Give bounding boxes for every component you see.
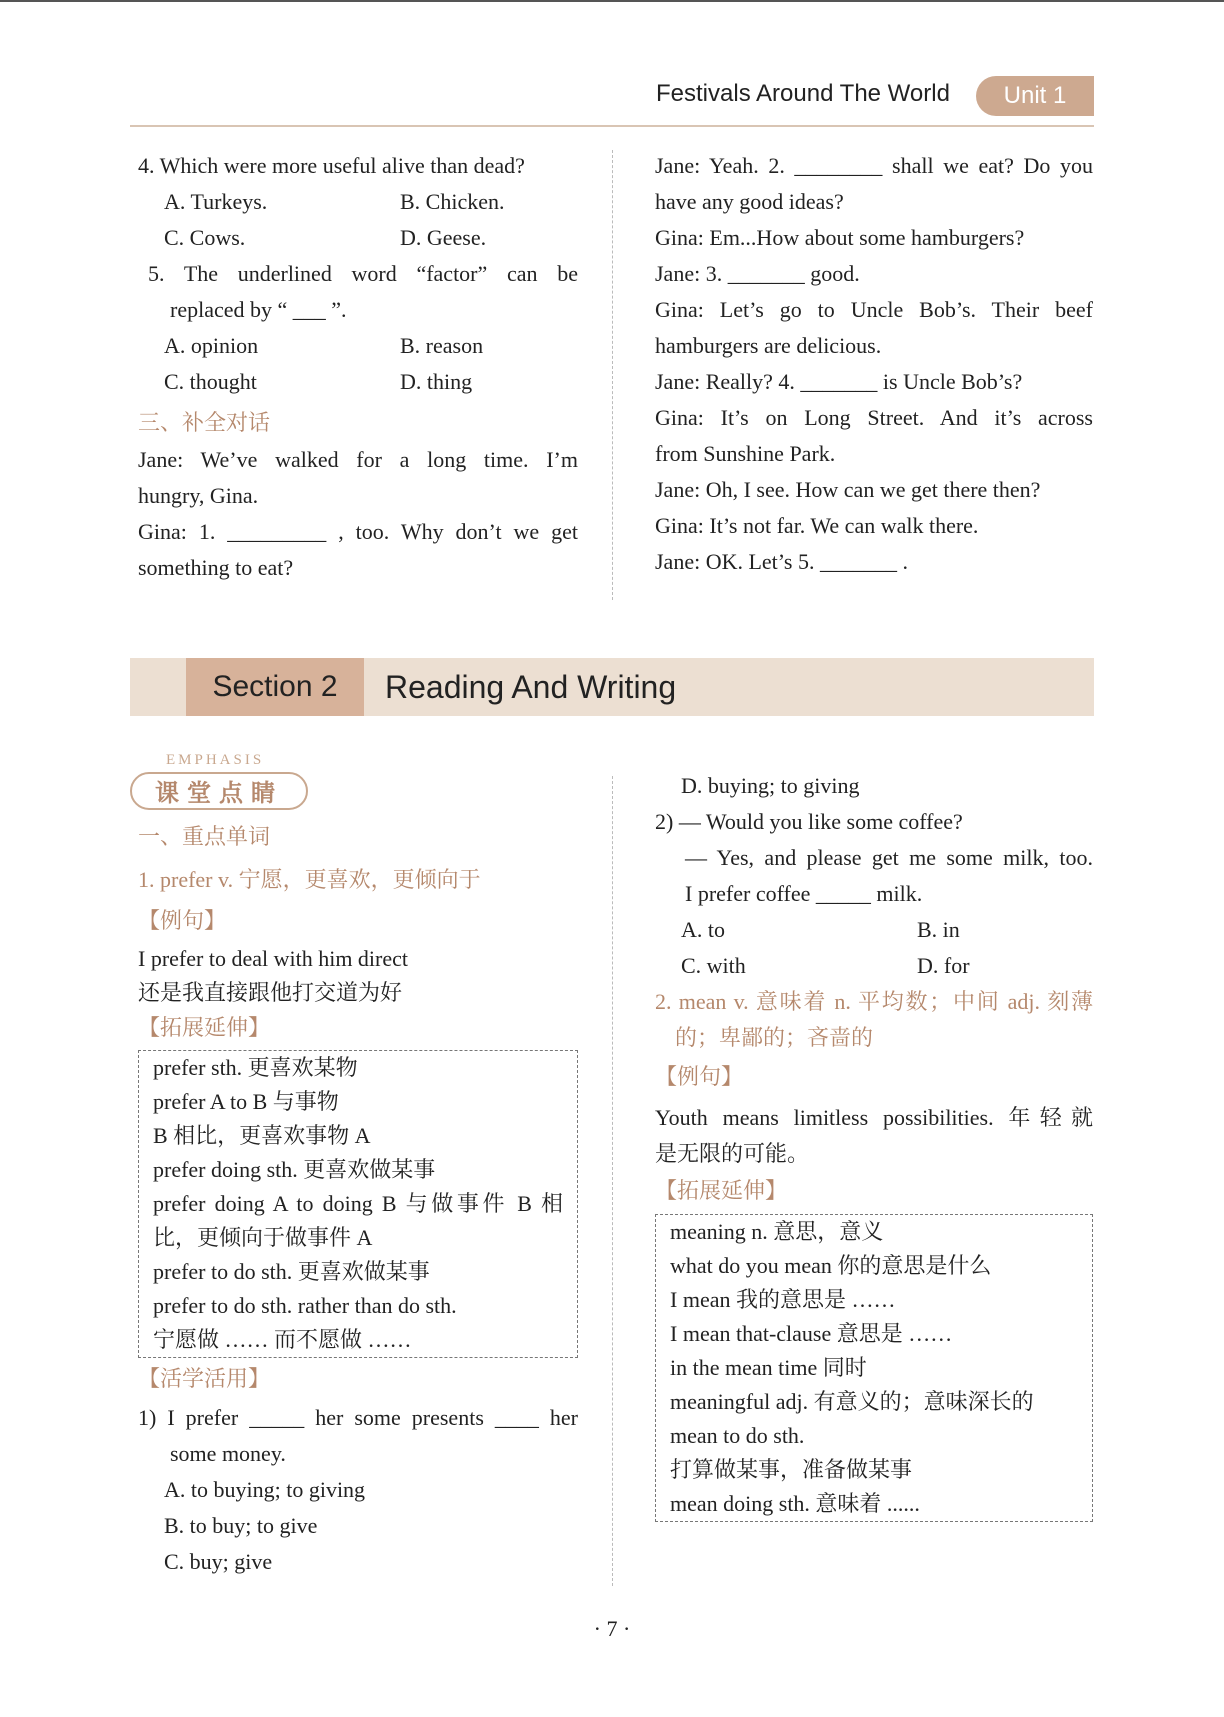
extension-label-2: 【拓展延伸】: [655, 1179, 788, 1204]
extension-box: [138, 1050, 578, 1358]
example-en: I prefer to deal with him direct: [138, 946, 409, 971]
dialog-line: Gina: Let’s go to Uncle Bob’s. Their beef: [655, 297, 1093, 322]
page-number: · 7 ·: [593, 1616, 631, 1641]
header-rule: [130, 125, 1094, 127]
dialog-line: Jane: We’ve walked for a long time. I’m: [138, 447, 578, 472]
column-divider-top: [612, 150, 613, 600]
example-label-2: 【例句】: [655, 1065, 744, 1090]
dialog-line: have any good ideas?: [655, 189, 844, 214]
q1-option-a: A. to buying; to giving: [164, 1477, 366, 1502]
q4-option-c: C. Cows.: [164, 225, 246, 250]
extension-item: B 相比，更喜欢事物 A: [153, 1123, 371, 1148]
unit-tab: Unit 1: [976, 76, 1094, 116]
extension-item: I mean that-clause 意思是 ……: [670, 1321, 953, 1346]
dialog-line: hamburgers are delicious.: [655, 333, 882, 358]
example-cn: 还是我直接跟他打交道为好: [138, 980, 403, 1005]
practice-question-2: 2) — Would you like some coffee?: [655, 809, 963, 834]
q2-option-a: A. to: [681, 917, 725, 942]
section-title: Reading And Writing: [385, 669, 677, 705]
extension-item: 宁愿做 …… 而不愿做 ……: [153, 1327, 412, 1352]
header-title: Festivals Around The World: [656, 80, 950, 107]
dialog-line: Gina: 1. _________ , too. Why don’t we get: [138, 519, 578, 544]
practice-question-2-blank: I prefer coffee _____ milk.: [685, 881, 923, 906]
practice-label: 【活学活用】: [138, 1367, 271, 1392]
q1-option-d: D. buying; to giving: [681, 773, 860, 798]
question-5-cont: replaced by “ ___ ”.: [170, 297, 347, 322]
top-right-column: [655, 148, 1093, 580]
extension-label: 【拓展延伸】: [138, 1016, 271, 1041]
extension-item: what do you mean 你的意思是什么: [670, 1253, 992, 1278]
extension-item: prefer doing A to doing B 与做事件 B 相: [153, 1191, 563, 1216]
practice-question-2-reply: — Yes, and please get me some milk, too.: [685, 845, 1093, 870]
emphasis-badge: 课堂点睛: [130, 772, 308, 810]
dialog-line: Jane: Oh, I see. How can we get there then?: [655, 477, 1041, 502]
extension-item: I mean 我的意思是 ……: [670, 1287, 896, 1312]
q1-option-c: C. buy; give: [164, 1549, 273, 1574]
dialog-line: Gina: It’s not far. We can walk there.: [655, 513, 979, 538]
dialog-line: Gina: Em...How about some hamburgers?: [655, 225, 1025, 250]
word-mean-cont: 的；卑鄙的；吝啬的: [675, 1025, 874, 1050]
q4-option-b: B. Chicken.: [400, 189, 505, 214]
extension-item: 比，更倾向于做事件 A: [153, 1225, 373, 1250]
q4-option-a: A. Turkeys.: [164, 189, 268, 214]
dialog-line: Jane: 3. _______ good.: [655, 261, 860, 286]
q2-option-b: B. in: [917, 917, 960, 942]
dialog-line: Jane: Yeah. 2. ________ shall we eat? Do you: [655, 153, 1093, 178]
extension-item: mean to do sth.: [670, 1423, 805, 1448]
q5-option-c: C. thought: [164, 369, 257, 394]
dialog-line: Gina: It’s on Long Street. And it’s across: [655, 405, 1093, 430]
question-5: 5. The underlined word “factor” can be: [148, 261, 578, 286]
example-label: 【例句】: [138, 909, 227, 934]
extension-item: prefer to do sth. 更喜欢做某事: [153, 1259, 430, 1284]
practice-question-1: 1) I prefer _____ her some presents ____ her: [138, 1405, 578, 1430]
extension-item: meaningful adj. 有意义的；意味深长的: [670, 1389, 1034, 1414]
top-left-column: [138, 148, 578, 586]
key-words-heading: 一、重点单词: [138, 825, 271, 850]
example-cn-2: 是无限的可能。: [655, 1141, 810, 1166]
column-divider-bottom: [612, 776, 613, 1586]
extension-item: 打算做某事，准备做某事: [670, 1457, 913, 1482]
q5-options-row2: [138, 364, 578, 400]
extension-item: in the mean time 同时: [670, 1355, 867, 1380]
word-mean: 2. mean v. 意味着 n. 平均数；中间 adj. 刻薄: [655, 989, 1093, 1014]
q1-option-b: B. to buy; to give: [164, 1513, 318, 1538]
extension-item: prefer to do sth. rather than do sth.: [153, 1293, 457, 1318]
dialog-heading: 三、补全对话: [138, 411, 271, 436]
top-border: [0, 0, 1224, 2]
extension-item: meaning n. 意思，意义: [670, 1219, 884, 1244]
q5-options-row1: [138, 328, 578, 364]
dialog-line: from Sunshine Park.: [655, 441, 836, 466]
extension-item: prefer A to B 与事物: [153, 1089, 339, 1114]
bottom-right-column: [655, 768, 1093, 1524]
q4-options-row2: [138, 220, 578, 256]
question-4: 4. Which were more useful alive than dead?: [138, 153, 525, 178]
q2-options-row2: [655, 948, 1093, 984]
extension-box-2: [655, 1214, 1093, 1522]
dialog-line: hungry, Gina.: [138, 483, 259, 508]
dialog-line: Jane: Really? 4. _______ is Uncle Bob’s?: [655, 369, 1023, 394]
extension-item: prefer doing sth. 更喜欢做某事: [153, 1157, 436, 1182]
dialog-line: Jane: OK. Let’s 5. _______ .: [655, 549, 908, 574]
emphasis-label: EMPHASIS: [166, 752, 265, 768]
q5-option-d: D. thing: [400, 369, 473, 394]
bottom-left-column: [138, 818, 578, 1580]
q5-option-b: B. reason: [400, 333, 484, 358]
q4-options-row1: [138, 184, 578, 220]
q2-options-row1: [655, 912, 1093, 948]
q2-option-c: C. with: [681, 953, 746, 978]
dialog-line: something to eat?: [138, 555, 294, 580]
section-number: Section 2: [186, 658, 364, 716]
q4-option-d: D. Geese.: [400, 225, 487, 250]
extension-item: prefer sth. 更喜欢某物: [153, 1055, 358, 1080]
practice-question-1-cont: some money.: [170, 1441, 286, 1466]
q5-option-a: A. opinion: [164, 333, 259, 358]
extension-item: mean doing sth. 意味着 ......: [670, 1491, 920, 1516]
word-prefer: 1. prefer v. 宁愿，更喜欢，更倾向于: [138, 867, 481, 892]
example-en-2: Youth means limitless possibilities. 年轻就: [655, 1105, 1093, 1130]
q2-option-d: D. for: [917, 953, 970, 978]
